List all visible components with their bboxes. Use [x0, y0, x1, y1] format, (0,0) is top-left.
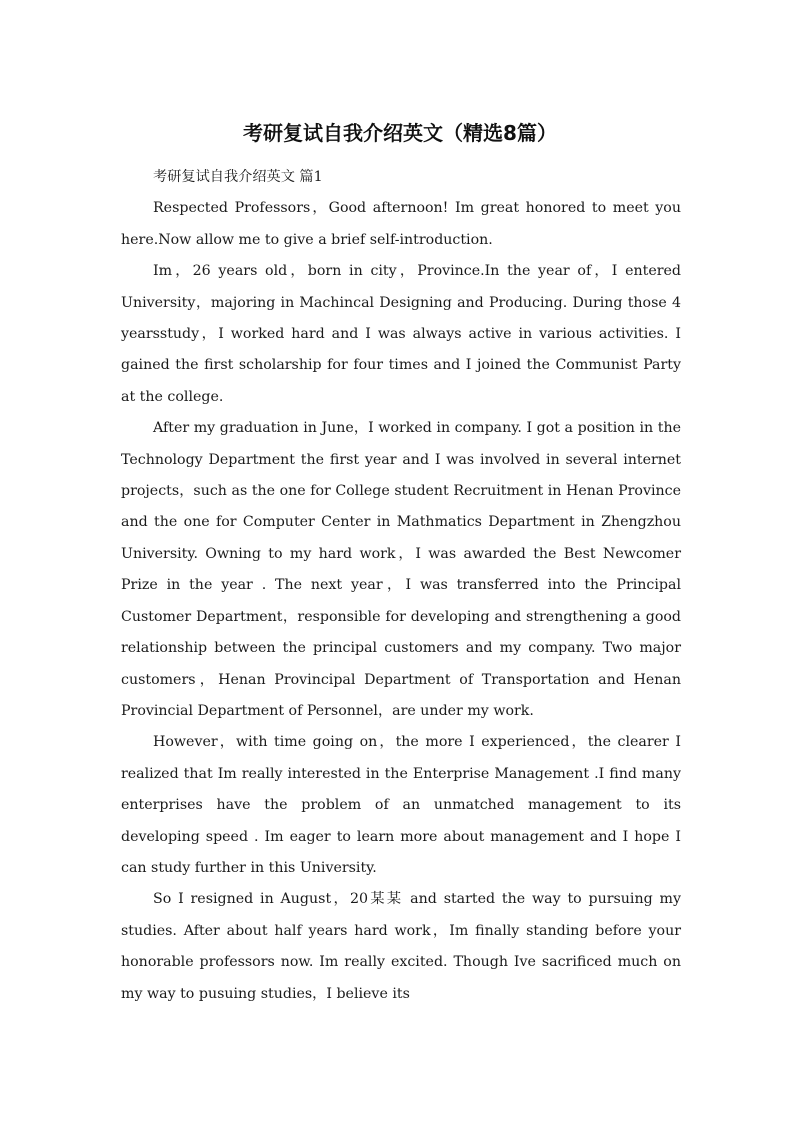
document-body	[121, 162, 681, 1010]
paragraph-education: Im，26 years old，born in city，Province.In the year of，I entered University，majoring in Machincal Designing and Producing. During those 4 yearsstudy，I worked hard and I was always active in various activities. I gained the first scholarship for four times and I joined the Communist Party at the college.	[121, 263, 681, 405]
document-title: 考研复试自我介绍英文（精选8篇）	[243, 121, 557, 145]
paragraph-resignation: So I resigned in August，20某某 and started the way to pursuing my studies. After about half years hard work，Im finally standing before your honorable professors now. Im really excited. Though Ive sacrificed much on my way to pusuing studies，I believe its	[121, 891, 681, 1002]
paragraph-work-experience: After my graduation in June，I worked in company. I got a position in the Technology Department the first year and I was involved in several internet projects，such as the one for College student Recruitment in Henan Province and the one for Computer Center in Mathmatics Department in Zhengzhou University. Owning to my hard work，I was awarded the Best Newcomer Prize in the year . The next year，I was transferred into the Principal Customer Department，responsible for developing and strengthening a good relationship between the principal customers and my company. Two major customers，Henan Provincipal Department of Transportation and Henan Provincial Department of Personnel，are under my work.	[121, 420, 681, 719]
section-heading: 考研复试自我介绍英文 篇1	[153, 169, 323, 185]
paragraph-motivation: However，with time going on，the more I experienced，the clearer I realized that Im really interested in the Enterprise Management .I find many enterprises have the problem of an unmatched management to its developing speed . Im eager to learn more about management and I hope I can study further in this University.	[121, 734, 681, 876]
paragraph-greeting: Respected Professors，Good afternoon! Im great honored to meet you here.Now allow me to give a brief self-introduction.	[121, 200, 681, 248]
